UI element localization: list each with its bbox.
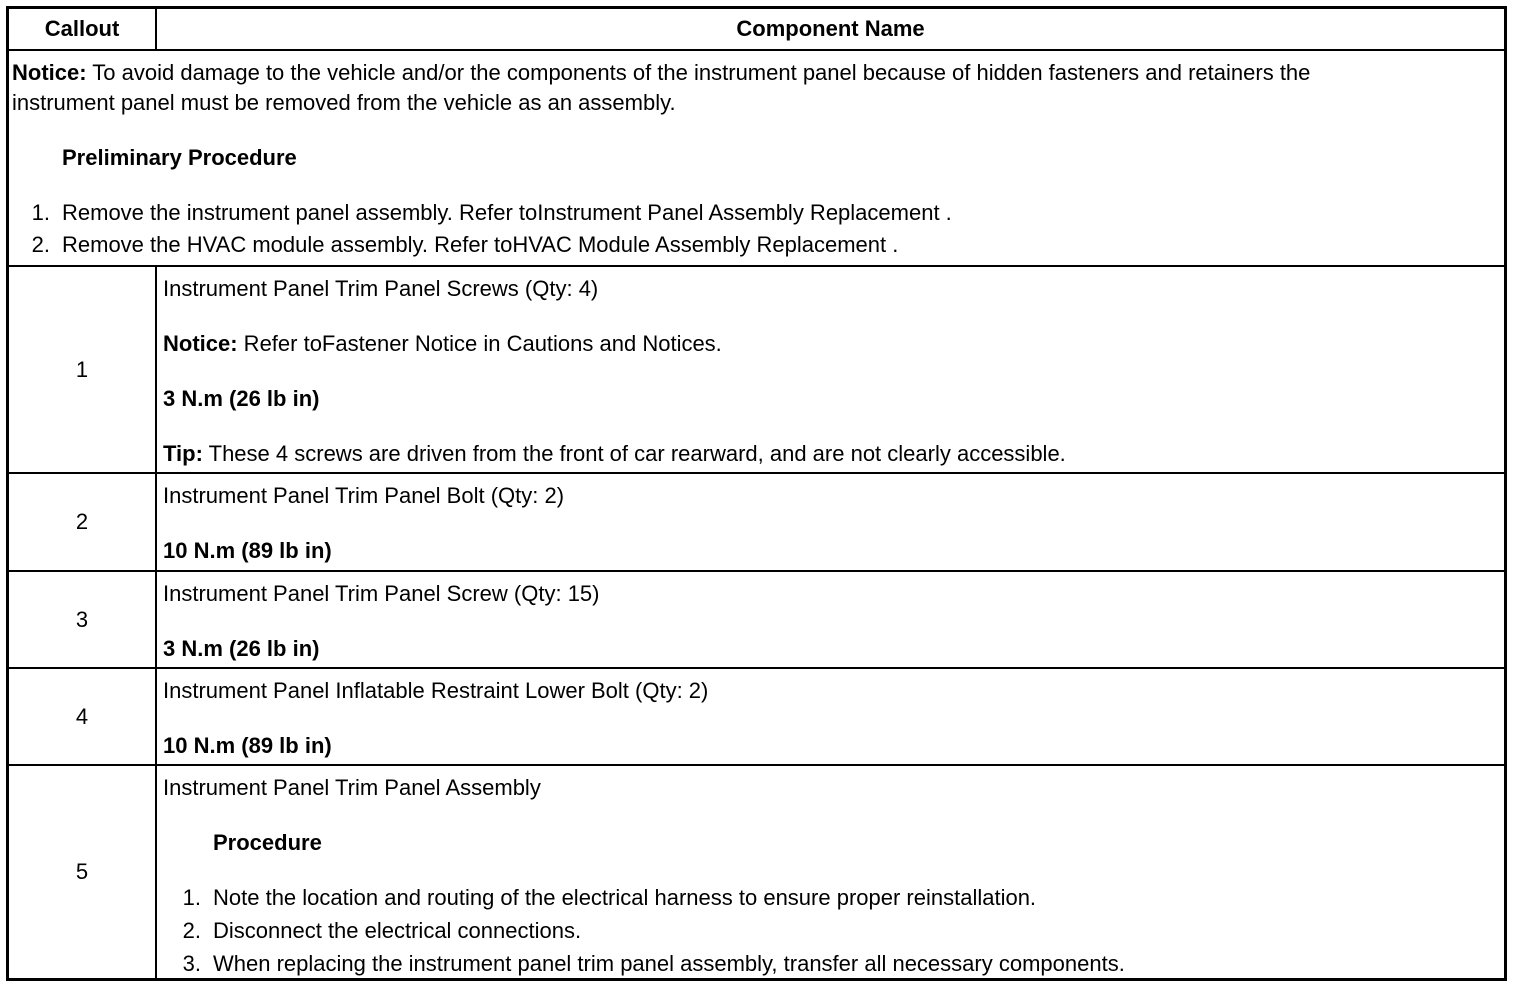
- component-name: Instrument Panel Trim Panel Screw (Qty: 15): [163, 581, 600, 606]
- table-row: [9, 572, 1504, 669]
- step-number: 1.: [182, 885, 201, 910]
- list-item: [163, 918, 581, 944]
- torque-spec: 10 N.m (89 lb in): [163, 538, 332, 563]
- component-name-header-label: Component Name: [736, 16, 925, 41]
- component-table: [6, 6, 1507, 981]
- callout-header-label: Callout: [44, 16, 120, 41]
- step-text: Remove the instrument panel assembly. Refer toInstrument Panel Assembly Replacement .: [62, 200, 952, 225]
- callout-number: 2: [75, 509, 89, 534]
- callout-column-header: [9, 9, 157, 49]
- notice-row: [9, 51, 1504, 267]
- callout-number: 1: [75, 356, 89, 382]
- step-text: Remove the HVAC module assembly. Refer toHVAC Module Assembly Replacement .: [62, 232, 899, 257]
- callout-number: 4: [75, 703, 89, 729]
- callout-cell: [9, 474, 157, 570]
- tip-text: These 4 screws are driven from the front of car rearward, and are not clearly accessible.: [202, 441, 1066, 466]
- notice-line-2: [12, 90, 676, 116]
- procedure-title: Procedure: [213, 830, 322, 855]
- tip-label: Tip:: [163, 441, 203, 466]
- component-cell: [157, 572, 1504, 667]
- component-name-column-header: [157, 9, 1504, 49]
- torque-spec: 3 N.m (26 lb in): [163, 386, 320, 411]
- torque-spec: 10 N.m (89 lb in): [163, 733, 332, 758]
- preliminary-procedure-title: Preliminary Procedure: [62, 145, 297, 170]
- callout-number: 3: [75, 606, 89, 632]
- table-row: [9, 474, 1504, 572]
- step-text: Disconnect the electrical connections.: [213, 918, 582, 943]
- component-name: Instrument Panel Trim Panel Screws (Qty: 4): [163, 276, 599, 301]
- list-item: [163, 951, 1125, 977]
- callout-cell: [9, 669, 157, 764]
- notice-text: Refer toFastener Notice in Cautions and Notices.: [237, 331, 722, 356]
- table-row: [9, 766, 1504, 978]
- component-cell: [157, 474, 1504, 570]
- component-name: Instrument Panel Inflatable Restraint Lower Bolt (Qty: 2): [163, 678, 709, 703]
- notice-text: To avoid damage to the vehicle and/or the components of the instrument panel because of hidden fasteners and retainers the: [86, 60, 1311, 85]
- tip: [163, 441, 1066, 467]
- step-number: 3.: [182, 951, 201, 976]
- callout-number: 5: [75, 859, 89, 884]
- step-text: When replacing the instrument panel trim panel assembly, transfer all necessary components.: [213, 951, 1125, 976]
- step-number: 1.: [31, 200, 50, 225]
- step-number: 2.: [31, 232, 50, 257]
- callout-cell: [9, 766, 157, 978]
- component-cell: [157, 267, 1504, 472]
- list-item: [163, 885, 1036, 911]
- step-text: Note the location and routing of the electrical harness to ensure proper reinstallation.: [213, 885, 1037, 910]
- torque-spec: 3 N.m (26 lb in): [163, 636, 320, 661]
- list-item: [12, 200, 952, 226]
- callout-cell: [9, 572, 157, 667]
- table-row: [9, 669, 1504, 766]
- callout-cell: [9, 267, 157, 472]
- fastener-notice: [163, 331, 722, 357]
- component-cell: [157, 669, 1504, 764]
- component-name: Instrument Panel Trim Panel Bolt (Qty: 2): [163, 483, 565, 508]
- notice-line-1: [12, 60, 1310, 86]
- list-item: [12, 232, 898, 258]
- step-number: 2.: [182, 918, 201, 943]
- notice-label: Notice:: [12, 60, 87, 85]
- notice-label: Notice:: [163, 331, 238, 356]
- table-header-row: [9, 9, 1504, 51]
- table-row: [9, 267, 1504, 474]
- component-cell: [157, 766, 1504, 978]
- component-name: Instrument Panel Trim Panel Assembly: [163, 775, 541, 800]
- notice-text-continued: instrument panel must be removed from the vehicle as an assembly.: [12, 90, 676, 115]
